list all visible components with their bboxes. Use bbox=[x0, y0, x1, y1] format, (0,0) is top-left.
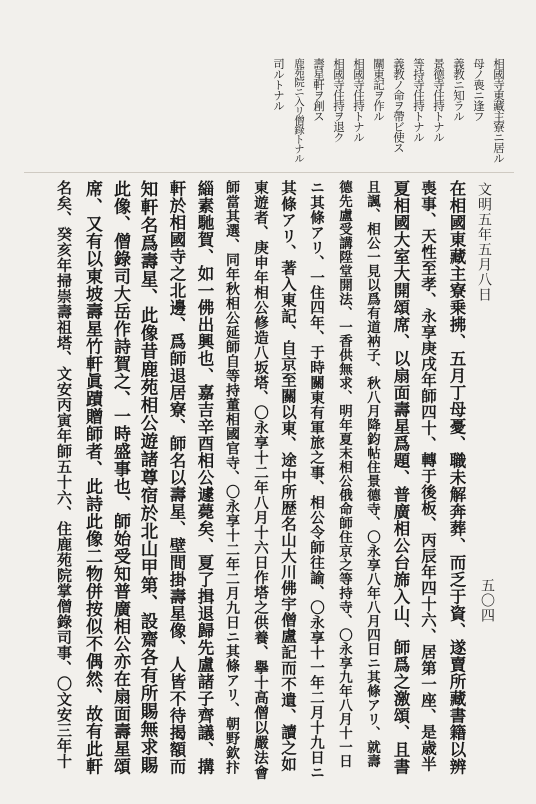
headnote: 壽星軒ヲ創ス bbox=[312, 58, 326, 121]
headnote: 相國寺東藏主寮ニ居ル bbox=[492, 58, 506, 163]
headnote: 相國寺住持ヲ退ク bbox=[332, 58, 346, 142]
body-column: 喪事、天性至孝、永享庚戌年師四十、轉于後板、丙辰年四十六、居第一座、是歳半 bbox=[419, 180, 438, 772]
body-column: 且諷、相公一見以爲有道衲子、秋八月降鈞帖住景德寺、〇永享八年八月四日ニ其條アリ、就壽 bbox=[364, 180, 380, 768]
page-number: 五〇四 bbox=[479, 578, 495, 623]
headnote: 義教ニ知ラル bbox=[452, 58, 466, 121]
body-column: 知軒名爲壽星、此像昔鹿苑相公遊諸尊宿於北山甲第、設齋各有所賜無求賜 bbox=[138, 180, 158, 774]
headnote: 關東記ヲ作ル bbox=[372, 58, 386, 121]
body-column: 軒於相國寺之北邊、爲師退居寮、師名以壽星、壁間掛壽星像、人皆不待揭額而 bbox=[167, 180, 186, 775]
body-column: ニ其條アリ、一住四年、于時關東有軍旅之事、相公令師往諭、〇永享十一年二月十九日ニ bbox=[308, 180, 325, 780]
headnote-divider bbox=[24, 172, 514, 173]
headnote: 等持寺住持トナル bbox=[412, 58, 426, 142]
body-column: 師當其選、同年秋相公延師自等持董相國官寺、〇永享十二年二月九日ニ其條アリ、朝野欽抃 bbox=[224, 180, 240, 775]
body-column: 此像、僧錄司大岳作詩賀之、一時盛事也、師始受知普廣相公亦在扇面壽星頌 bbox=[110, 180, 130, 775]
body-column: 夏相國大室大開頌席、以扇面壽星爲題、普廣相公台旆入山、師爲之激頌、且書 bbox=[391, 180, 410, 775]
body-column: 東遊者、庚申年相公修造八坂塔、〇永享十二年八月十六日作塔之供養、擧十高僧以嚴法會 bbox=[252, 180, 269, 780]
page-date-header: 文明五年五月八日 bbox=[476, 182, 492, 302]
body-column: 緇素馳賀、如一佛出興也、嘉吉辛酉相公遽薨矣、夏了揖退歸先盧諸子齊議、搆 bbox=[195, 180, 214, 775]
headnote: 母ノ喪ニ逢フ bbox=[472, 58, 486, 121]
headnote: 鹿苑院ニ入リ僧錄トナル bbox=[293, 58, 305, 163]
headnote: 景德寺住持トナル bbox=[432, 58, 446, 142]
headnote: 司ルトナル bbox=[272, 58, 286, 111]
body-column: 其條アリ、著入東記、自京至關以東、途中所歴名山大川佛宇僧盧記而不遺、讀之如 bbox=[279, 180, 298, 772]
headnote: 義教ノ命ヲ帶ビ使ス bbox=[392, 58, 406, 153]
body-column: 德先盧受講陞堂開法、一香供無求、明年夏末相公俄命師住京之等持寺、〇永享九年八月十一日 bbox=[336, 180, 352, 768]
body-column: 在相國東藏主寮乗拂、五月丁母憂、職未解奔葬、而乏于資、遂賣所藏書籍以辨 bbox=[447, 180, 466, 775]
body-column: 名矣、癸亥年掃崇壽祖塔、文安丙寅年師五十六、住鹿苑院掌僧錄司事、〇文安三年十 bbox=[55, 180, 73, 769]
body-column: 席、又有以東坡壽星竹軒眞蹟贈師者、此詩此像二物併按似不偶然、故有此軒 bbox=[82, 180, 102, 775]
headnote: 相國寺住持トナル bbox=[352, 58, 366, 142]
